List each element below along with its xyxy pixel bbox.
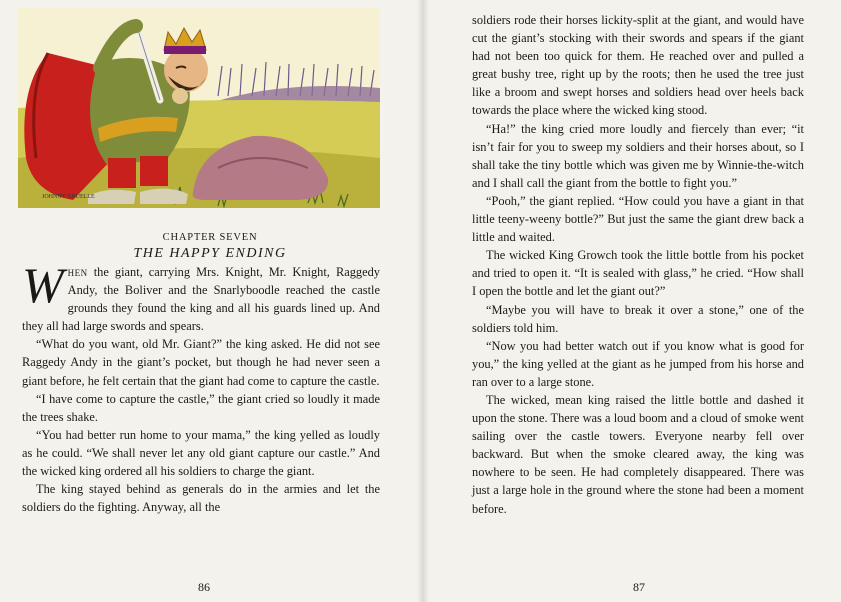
paragraph <box>22 257 380 335</box>
paragraph: “You had better run home to your mama,” the king yelled as loudly as he could. “We shall never let any old giant capture our castle.” And the wicked king ordered all his soldiers to charge the giant. <box>22 427 380 479</box>
page-number: 86 <box>198 580 210 594</box>
right-page-text <box>472 11 804 518</box>
chapter-label: CHAPTER SEVEN <box>162 232 258 243</box>
svg-text:JOHNNY GRUELLE: JOHNNY GRUELLE <box>42 194 95 200</box>
paragraph: The wicked, mean king raised the little bottle and dashed it upon the stone. There was a loud boom and a cloud of smoke went sailing over the castle towers. Everyone nearby fell over backward. But when the smoke cleared away, the king was nowhere to be seen. He had completely disappeared. There was just a large hole in the ground where the stone had been a moment before. <box>472 392 804 516</box>
page-number: 87 <box>633 580 645 594</box>
chapter-title: THE HAPPY ENDING <box>133 246 287 261</box>
lead-in: hen <box>67 265 88 279</box>
paragraph: “Now you had better watch out if you know what is good for you,” the king yelled at the giant as he jumped from his horse and ran over to a large stone. <box>472 338 804 389</box>
left-page-text <box>22 257 380 516</box>
paragraph-text: the giant, carrying Mrs. Knight, Mr. Knight, Raggedy Andy, the Boliver and the Snarlyboodle reached the castle grounds they found the king and all his guards lined up. And they all had large swords and spears. <box>22 265 380 334</box>
book-gutter <box>417 0 429 602</box>
paragraph: “What do you want, old Mr. Giant?” the king asked. He did not see Raggedy Andy in the giant’s pocket, but though he had never seen a giant before, he felt certain that the giant had come to capture the castle. <box>22 337 380 388</box>
paragraph: “Maybe you will have to break it over a stone,” one of the soldiers told him. <box>472 302 804 335</box>
paragraph: soldiers rode their horses lickity-split at the giant, and would have cut the giant’s stocking with their swords and spears if the giant had not been too quick for them. He reached over and pulled a great bushy tree, right up by the roots; then he used the tree just like a broom and swept horses and soldiers head over heels back towards the place where the wicked king stood. <box>472 13 804 118</box>
paragraph: The king stayed behind as generals do in the armies and let the soldiers do the fighting. Anyway, all the <box>22 482 380 515</box>
chapter-illustration <box>18 8 380 208</box>
paragraph: The wicked King Growch took the little bottle from his pocket and tried to open it. “It is sealed with glass,” he cried. “How shall I open the bottle and let the giant out?” <box>472 248 804 299</box>
king-illustration <box>18 8 380 208</box>
drop-cap: W <box>22 257 64 313</box>
paragraph: “I have come to capture the castle,” the giant cried so loudly it made the trees shake. <box>22 391 380 424</box>
paragraph: “Ha!” the king cried more loudly and fiercely than ever; “it isn’t fair for you to sweep my soldiers and their horses about, so I shall take the tiny bottle which was given me by Winnie-the-witch and I shall call the giant from the bottle to fight you.” <box>472 121 804 190</box>
paragraph: “Pooh,” the giant replied. “How could you have a giant in that little teeny-weeny bottle?” But just the same the giant drew back a little and waited. <box>472 193 804 245</box>
